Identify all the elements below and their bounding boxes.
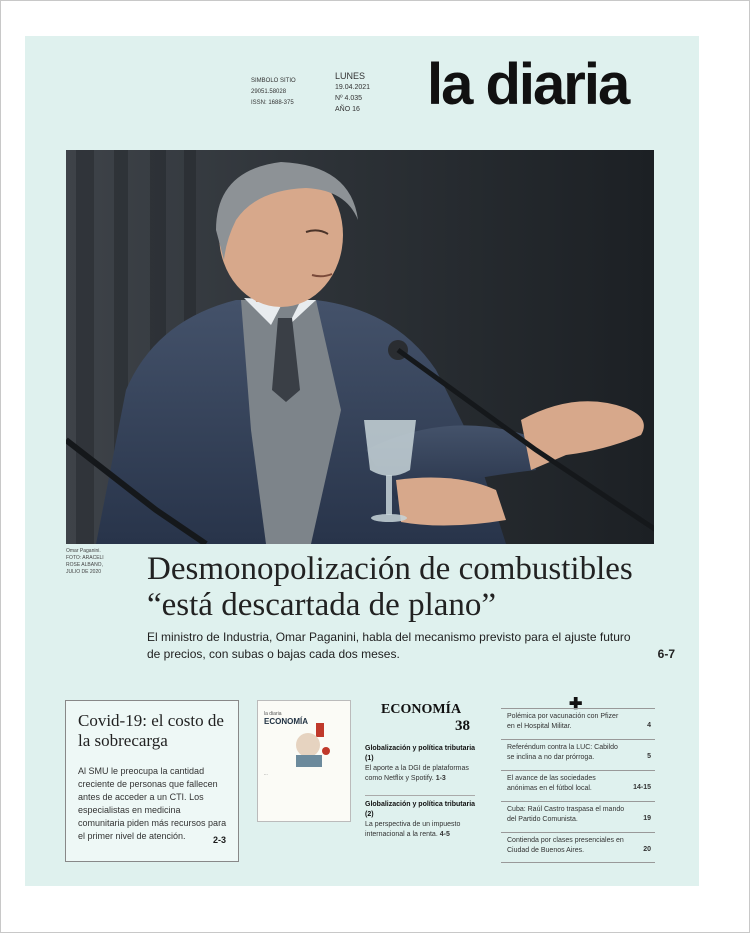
- covid-teaser-box[interactable]: [65, 700, 239, 862]
- caption-line: FOTO: ARACELI: [66, 555, 104, 561]
- index-item-page: 19: [643, 815, 651, 822]
- headline-line-1: Desmonopolización de combustibles: [147, 551, 633, 587]
- main-deck: [147, 629, 675, 663]
- economia-item[interactable]: [365, 800, 477, 840]
- economia-number: 38: [455, 718, 470, 734]
- lead-photo: [66, 150, 654, 544]
- photo-caption: [66, 548, 146, 576]
- masthead-line: 29051.58028: [251, 89, 287, 95]
- covid-title: Covid-19: el costo de la sobrecarga: [78, 711, 224, 750]
- supplement-brand: la diaria: [264, 711, 282, 717]
- masthead-info: [251, 76, 341, 109]
- covid-body: Al SMU le preocupa la cantidad creciente de personas que fallecen antes de acceder a un CTI. Los especialistas en medicina comunitaria piden más recursos para el primer nivel de atención.: [78, 766, 227, 841]
- economia-item-title: Globalización y política tributaria (2): [365, 801, 476, 818]
- issue-date: 19.04.2021: [335, 84, 371, 91]
- economia-item-text: La perspectiva de un impuesto internacional a la renta.: [365, 821, 461, 838]
- masthead-line: SIMBOLO SITIO: [251, 78, 296, 84]
- caption-line: JULIO DE 2020: [66, 569, 102, 575]
- economia-divider: [365, 795, 475, 796]
- masthead-line: ISSN: 1688-375: [251, 100, 294, 106]
- caption-line: Omar Paganini.: [66, 548, 101, 554]
- index-item-text: Referéndum contra la LUC: Cabildo se inclina a no dar prórroga.: [507, 744, 618, 761]
- economia-item-title: Globalización y política tributaria (1): [365, 745, 476, 762]
- newspaper-logo[interactable]: la diaria: [427, 52, 629, 117]
- index-item[interactable]: [501, 708, 655, 739]
- index-item-text: El avance de las sociedades anónimas en el fútbol local.: [507, 775, 596, 792]
- deck-page-ref: 6-7: [657, 647, 675, 661]
- economia-heading: ECONOMÍA: [381, 702, 462, 717]
- minister-photo-illustration: [66, 150, 654, 544]
- index-item[interactable]: [501, 832, 655, 863]
- deck-text: El ministro de Industria, Omar Paganini, habla del mecanismo previsto para el ajuste futuro de precios, con subas o bajas cada dos meses.: [147, 630, 631, 661]
- supplement-illustration: [286, 723, 336, 769]
- index-item[interactable]: [501, 801, 655, 832]
- economia-item-pages: 1-3: [435, 775, 446, 782]
- weekday: LUNES: [335, 71, 366, 81]
- issue-number: Nº 4.035: [335, 95, 363, 102]
- masthead-date-block: [335, 71, 415, 115]
- index-item-text: Polémica por vacunación con Pfizer en el Hospital Militar.: [507, 713, 619, 730]
- index-item-text: Cuba: Raúl Castro traspasa el mando del Partido Comunista.: [507, 806, 625, 823]
- economia-item-text: El aporte a la DGI de plataformas como Netflix y Spotify.: [365, 765, 469, 782]
- year-label: AÑO 16: [335, 106, 360, 113]
- index-item-page: 14-15: [633, 784, 651, 791]
- index-item-page: 4: [647, 722, 651, 729]
- economia-item[interactable]: [365, 744, 477, 784]
- index-bottom-rule: [501, 862, 655, 863]
- front-page: [25, 36, 699, 886]
- caption-line: ROSE ALBANO,: [66, 562, 103, 568]
- index-item-text: Contienda por clases presenciales en Ciudad de Buenos Aires.: [507, 837, 624, 854]
- supplement-blurb: ...: [264, 771, 268, 776]
- main-headline[interactable]: [147, 551, 667, 623]
- index-item-page: 20: [643, 846, 651, 853]
- headline-line-2: “está descartada de plano”: [147, 587, 497, 623]
- economia-item-pages: 4-5: [439, 831, 450, 838]
- index-item[interactable]: [501, 739, 655, 770]
- index-item[interactable]: [501, 770, 655, 801]
- covid-page-ref: 2-3: [212, 835, 226, 845]
- economia-supplement-cover[interactable]: [257, 700, 351, 822]
- supplement-name: ECONOMÍA: [264, 717, 308, 726]
- index-plus-icon: ✚: [569, 696, 583, 713]
- index-item-page: 5: [647, 753, 651, 760]
